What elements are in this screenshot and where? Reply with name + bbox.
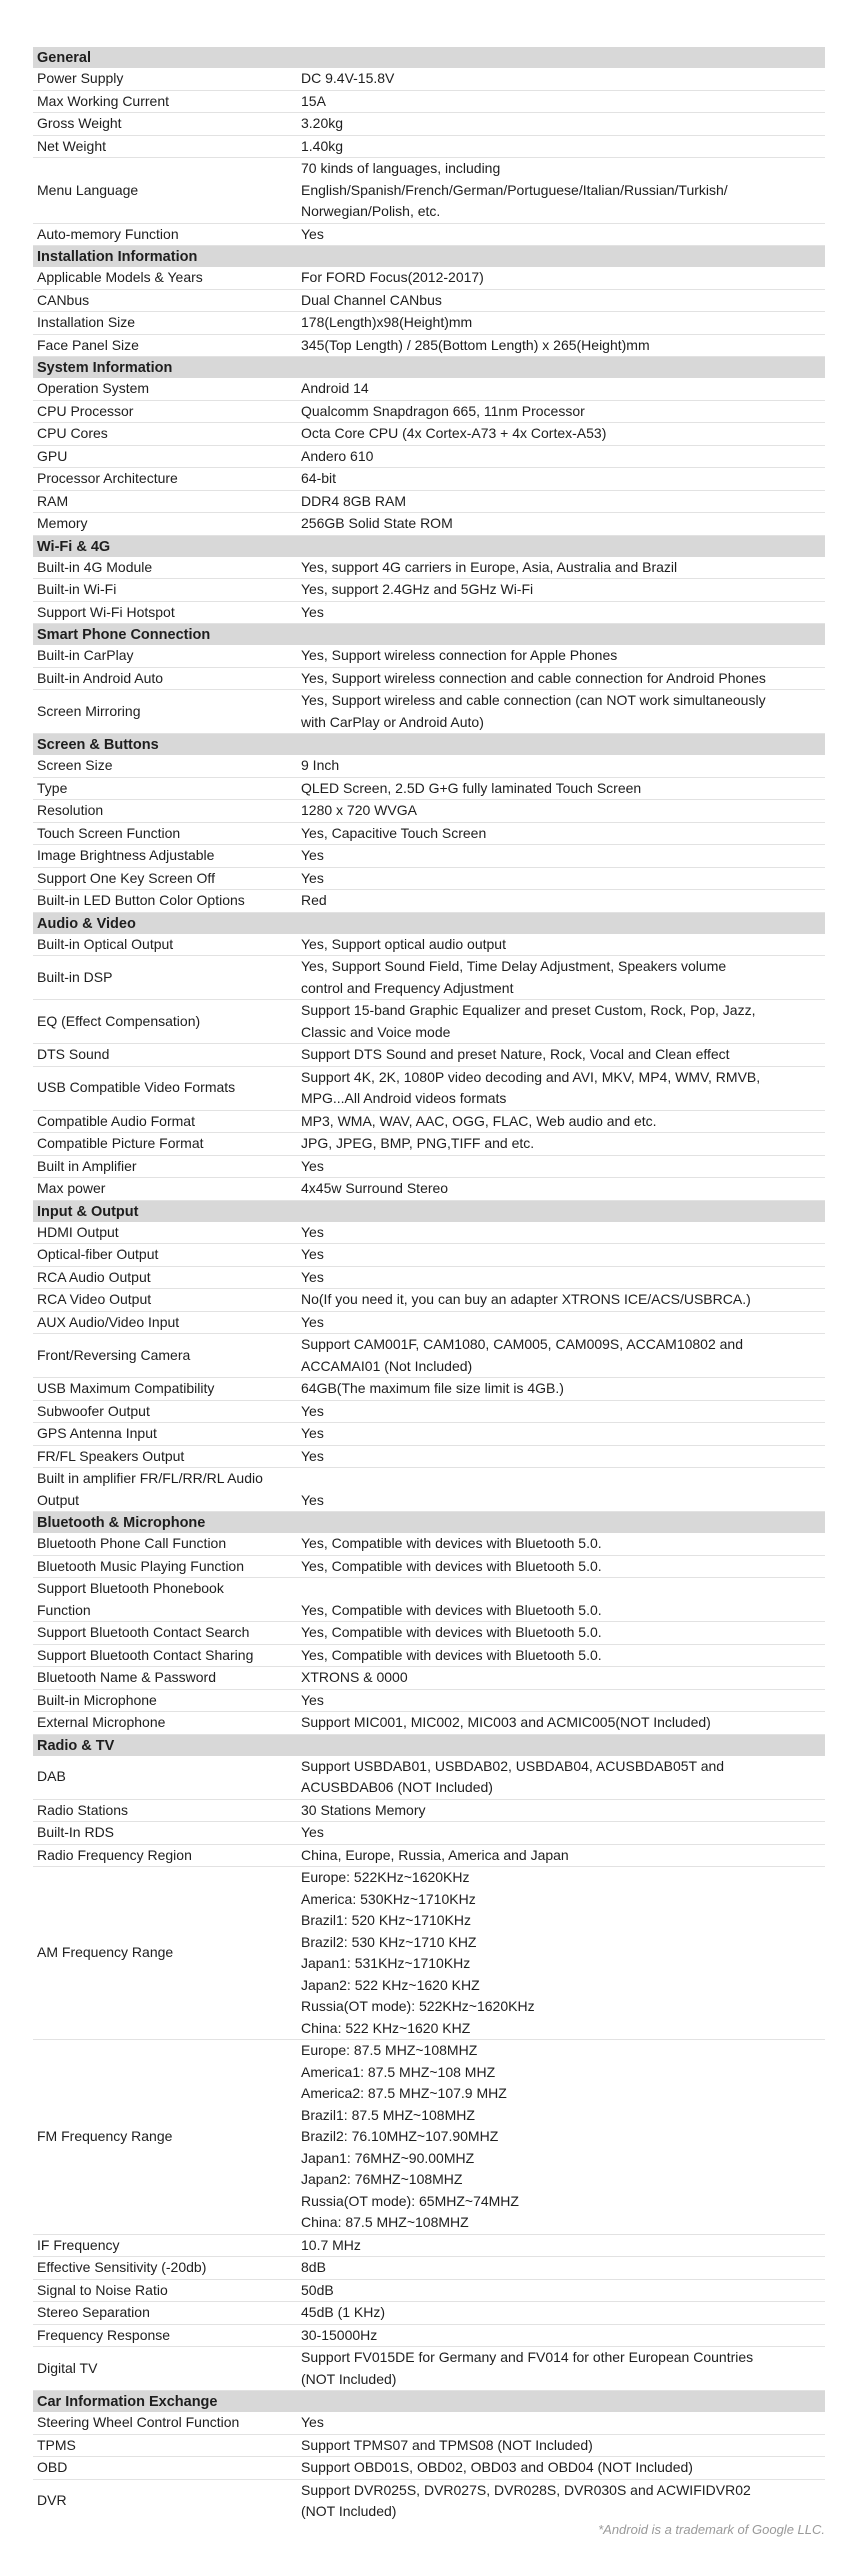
spec-value: 1280 x 720 WVGA — [301, 802, 417, 818]
spec-value-line: America: 530KHz~1710KHz — [301, 1890, 476, 1907]
spec-value: 8dB — [301, 2259, 326, 2275]
section-header-installation-information: Installation Information — [33, 246, 825, 267]
spec-label: Compatible Audio Format — [37, 1112, 195, 1129]
spec-value: Yes — [301, 847, 324, 863]
spec-value: Yes — [301, 225, 324, 242]
spec-value: Yes, support 2.4GHz and 5GHz Wi-Fi — [301, 581, 534, 597]
spec-label: USB Maximum Compatibility — [37, 1380, 215, 1396]
spec-value: Yes — [301, 1824, 324, 1840]
spec-label: RCA Audio Output — [37, 1268, 151, 1285]
spec-row — [33, 956, 825, 1000]
spec-value-line: control and Frequency Adjustment — [301, 979, 514, 996]
spec-label: Screen Size — [37, 757, 113, 773]
spec-value: 256GB Solid State ROM — [301, 515, 453, 531]
spec-row — [33, 491, 825, 514]
spec-row — [33, 1000, 825, 1044]
spec-label: CANbus — [37, 291, 90, 308]
spec-value — [301, 2480, 825, 2523]
spec-label-line: Function — [37, 1601, 91, 1618]
spec-value — [301, 2347, 825, 2390]
spec-value — [301, 690, 825, 733]
spec-label: RCA Video Output — [37, 1291, 152, 1307]
spec-value-line: Japan2: 522 KHz~1620 KHZ — [301, 1976, 480, 1993]
spec-row — [33, 645, 825, 668]
section-header-smart-phone-connection: Smart Phone Connection — [33, 624, 825, 645]
spec-value: Yes — [301, 1402, 324, 1419]
spec-value: Support DTS Sound and preset Nature, Rock, Vocal and Clean effect — [301, 1046, 730, 1062]
spec-label: Resolution — [37, 802, 104, 818]
spec-row — [33, 890, 825, 913]
spec-row — [33, 690, 825, 734]
spec-value: Yes, Capacitive Touch Screen — [301, 824, 487, 841]
spec-row — [33, 2235, 825, 2258]
spec-row — [33, 1867, 825, 2040]
spec-label: Auto-memory Function — [37, 225, 179, 242]
spec-label: Max power — [37, 1180, 106, 1196]
spec-label: Power Supply — [37, 70, 124, 86]
spec-value: Qualcomm Snapdragon 665, 11nm Processor — [301, 402, 585, 419]
spec-value: 9 Inch — [301, 757, 340, 773]
spec-value: 3.20kg — [301, 115, 344, 131]
spec-value — [301, 1067, 825, 1110]
spec-label: Built-In RDS — [37, 1824, 115, 1840]
spec-label: Built-in Microphone — [37, 1691, 157, 1708]
spec-row — [33, 557, 825, 580]
spec-label: Built-in Android Auto — [37, 669, 164, 686]
spec-label: Built-in DSP — [37, 968, 113, 985]
spec-row — [33, 91, 825, 114]
spec-row — [33, 1133, 825, 1156]
spec-label — [33, 1578, 301, 1621]
spec-value-line: 70 kinds of languages, including — [301, 160, 501, 176]
spec-value: Yes, Support wireless connection and cable connection for Android Phones — [301, 669, 766, 686]
spec-value: QLED Screen, 2.5D G+G fully laminated Touch Screen — [301, 779, 642, 796]
spec-value-line: Support FV015DE for Germany and FV014 for other European Countries — [301, 2349, 754, 2365]
spec-value-line: Yes, Support wireless and cable connection (can NOT work simultaneously — [301, 692, 766, 708]
section-header-system-information: System Information — [33, 357, 825, 378]
spec-value — [301, 158, 825, 223]
spec-value-line: Europe: 87.5 MHZ~108MHZ — [301, 2042, 478, 2058]
spec-value — [301, 1756, 825, 1799]
spec-row — [33, 2040, 825, 2235]
spec-value: Yes, Support wireless connection for Apple Phones — [301, 647, 618, 663]
spec-value: Android 14 — [301, 380, 369, 396]
spec-value: Yes, Compatible with devices with Bluetooth 5.0. — [301, 1646, 602, 1663]
spec-row — [33, 2412, 825, 2435]
spec-value: Yes — [301, 1447, 324, 1464]
spec-value-line: China: 87.5 MHZ~108MHZ — [301, 2214, 469, 2230]
spec-row — [33, 335, 825, 358]
spec-value-line: Brazil2: 530 KHz~1710 KHZ — [301, 1933, 477, 1950]
spec-value: 45dB (1 KHz) — [301, 2304, 386, 2320]
spec-value: Dual Channel CANbus — [301, 291, 442, 308]
spec-value: Yes — [301, 1268, 324, 1285]
spec-value-line: Japan2: 76MHZ~108MHZ — [301, 2171, 463, 2187]
spec-value — [301, 1334, 825, 1377]
spec-value-line: with CarPlay or Android Auto) — [301, 713, 484, 730]
spec-label: Built-in Optical Output — [37, 935, 174, 952]
spec-value: 30-15000Hz — [301, 2326, 378, 2343]
spec-value: Yes — [301, 1223, 324, 1240]
spec-row — [33, 868, 825, 891]
spec-label: Support Bluetooth Contact Search — [37, 1624, 250, 1640]
spec-value: Yes — [301, 1491, 324, 1508]
spec-row — [33, 423, 825, 446]
spec-row — [33, 290, 825, 313]
spec-value: Yes — [301, 1157, 324, 1174]
spec-label: Radio Frequency Region — [37, 1846, 192, 1863]
spec-row — [33, 2325, 825, 2348]
spec-label: CPU Processor — [37, 402, 134, 419]
spec-value: No(If you need it, you can buy an adapter XTRONS ICE/ACS/USBRCA.) — [301, 1291, 751, 1307]
spec-value: Yes — [301, 2414, 324, 2430]
spec-label: Face Panel Size — [37, 336, 139, 353]
spec-value-line: China: 522 KHz~1620 KHZ — [301, 2019, 471, 2036]
spec-row — [33, 312, 825, 335]
spec-value-line: Brazil1: 520 KHz~1710KHz — [301, 1912, 472, 1928]
spec-label: FR/FL Speakers Output — [37, 1447, 185, 1464]
spec-value: Yes, Compatible with devices with Bluetooth 5.0. — [301, 1557, 602, 1574]
spec-row — [33, 2480, 825, 2523]
spec-label: OBD — [37, 2459, 68, 2475]
spec-value: 64GB(The maximum file size limit is 4GB.) — [301, 1380, 564, 1396]
spec-value-line: America1: 87.5 MHZ~108 MHZ — [301, 2063, 496, 2080]
spec-value-line: Russia(OT mode): 65MHZ~74MHZ — [301, 2192, 519, 2209]
spec-value: DDR4 8GB RAM — [301, 492, 407, 509]
spec-row — [33, 224, 825, 247]
spec-table — [33, 47, 825, 2523]
spec-value-line: ACUSBDAB06 (NOT Included) — [301, 1779, 493, 1795]
spec-value-line: Norwegian/Polish, etc. — [301, 203, 441, 219]
spec-row — [33, 1446, 825, 1469]
spec-label: Signal to Noise Ratio — [37, 2281, 168, 2298]
spec-row — [33, 1178, 825, 1201]
spec-row — [33, 2302, 825, 2325]
spec-label: Applicable Models & Years — [37, 269, 203, 285]
spec-value: Yes — [301, 1313, 324, 1330]
spec-value: 15A — [301, 92, 326, 109]
spec-value-line: Brazil2: 76.10MHZ~107.90MHZ — [301, 2128, 499, 2144]
spec-row — [33, 1756, 825, 1800]
spec-value-line: Russia(OT mode): 522KHz~1620KHz — [301, 1998, 535, 2014]
spec-label: Built in Amplifier — [37, 1157, 137, 1174]
spec-value-line: Support DVR025S, DVR027S, DVR028S, DVR030S and ACWIFIDVR02 — [301, 2481, 751, 2498]
spec-row — [33, 1267, 825, 1290]
spec-row — [33, 68, 825, 91]
spec-row — [33, 2435, 825, 2458]
spec-row — [33, 136, 825, 159]
spec-value-line: (NOT Included) — [301, 2503, 397, 2519]
spec-value: Yes, support 4G carriers in Europe, Asia, Australia and Brazil — [301, 558, 678, 575]
spec-value: DC 9.4V-15.8V — [301, 70, 395, 86]
spec-label: Screen Mirroring — [37, 702, 141, 719]
section-header-general: General — [33, 47, 825, 68]
section-header-screen-buttons: Screen & Buttons — [33, 734, 825, 755]
spec-label-line: Output — [37, 1491, 80, 1508]
spec-label: RAM — [37, 492, 69, 509]
spec-row — [33, 1111, 825, 1134]
spec-row — [33, 446, 825, 469]
spec-label: AM Frequency Range — [37, 1944, 174, 1961]
section-header-bluetooth-microphone: Bluetooth & Microphone — [33, 1512, 825, 1533]
spec-row — [33, 823, 825, 846]
spec-value: 50dB — [301, 2281, 334, 2298]
spec-label: Processor Architecture — [37, 470, 178, 486]
spec-value: Octa Core CPU (4x Cortex-A73 + 4x Cortex-A53) — [301, 425, 607, 441]
spec-value: Yes — [301, 1691, 324, 1708]
spec-row — [33, 1800, 825, 1823]
spec-row — [33, 1690, 825, 1713]
spec-label: Digital TV — [37, 2359, 98, 2376]
spec-value — [301, 2040, 825, 2234]
spec-label: DTS Sound — [37, 1046, 110, 1062]
spec-value-line: MPG...All Android videos formats — [301, 1090, 507, 1106]
spec-label: Support Bluetooth Contact Sharing — [37, 1646, 254, 1663]
spec-label: Memory — [37, 515, 88, 531]
spec-value: Yes — [301, 603, 324, 620]
spec-label: Net Weight — [37, 137, 106, 154]
spec-label: Built-in Wi-Fi — [37, 581, 117, 597]
spec-value: Andero 610 — [301, 447, 374, 464]
spec-label: IF Frequency — [37, 2236, 120, 2253]
spec-label: USB Compatible Video Formats — [37, 1079, 236, 1096]
spec-value-line: Support USBDAB01, USBDAB02, USBDAB04, ACUSBDAB05T and — [301, 1757, 725, 1774]
spec-row — [33, 2457, 825, 2480]
spec-row — [33, 158, 825, 224]
spec-label: CPU Cores — [37, 425, 108, 441]
spec-value-line: English/Spanish/French/German/Portuguese/Italian/Russian/Turkish/ — [301, 181, 728, 198]
spec-row — [33, 1667, 825, 1690]
spec-row — [33, 1468, 825, 1512]
spec-row — [33, 1378, 825, 1401]
spec-value: MP3, WMA, WAV, AAC, OGG, FLAC, Web audio and etc. — [301, 1112, 657, 1129]
spec-label: Bluetooth Phone Call Function — [37, 1535, 227, 1551]
spec-row — [33, 1222, 825, 1245]
spec-row — [33, 2347, 825, 2391]
spec-label: AUX Audio/Video Input — [37, 1313, 180, 1330]
spec-row — [33, 1578, 825, 1622]
spec-value: Support MIC001, MIC002, MIC003 and ACMIC005(NOT Included) — [301, 1714, 711, 1730]
spec-label: Installation Size — [37, 314, 136, 330]
spec-label: Menu Language — [37, 181, 139, 198]
spec-row — [33, 2280, 825, 2303]
spec-label: External Microphone — [37, 1714, 166, 1730]
spec-value-line: Classic and Voice mode — [301, 1023, 451, 1040]
spec-value-line: Japan1: 76MHZ~90.00MHZ — [301, 2149, 475, 2166]
spec-value: 4x45w Surround Stereo — [301, 1180, 449, 1196]
spec-label: Built-in 4G Module — [37, 558, 153, 575]
section-header-input-output: Input & Output — [33, 1201, 825, 1222]
spec-value-line: Support 15-band Graphic Equalizer and preset Custom, Rock, Pop, Jazz, — [301, 1002, 756, 1018]
spec-value — [301, 1000, 825, 1043]
spec-row — [33, 1423, 825, 1446]
spec-value-line: Support 4K, 2K, 1080P video decoding and AVI, MKV, MP4, WMV, RMVB, — [301, 1068, 761, 1085]
spec-label: EQ (Effect Compensation) — [37, 1012, 201, 1029]
spec-label: Built-in CarPlay — [37, 647, 134, 663]
section-header-audio-video: Audio & Video — [33, 913, 825, 934]
spec-label: Front/Reversing Camera — [37, 1346, 191, 1363]
spec-label: Type — [37, 779, 68, 796]
spec-row — [33, 1156, 825, 1179]
spec-value: 10.7 MHz — [301, 2236, 361, 2253]
spec-row — [33, 668, 825, 691]
spec-label-line: Built in amplifier FR/FL/RR/RL Audio — [37, 1470, 263, 1486]
spec-value: China, Europe, Russia, America and Japan — [301, 1846, 569, 1863]
spec-row — [33, 1622, 825, 1645]
spec-value: Red — [301, 892, 327, 908]
spec-label: Bluetooth Name & Password — [37, 1669, 216, 1685]
spec-label — [33, 1468, 301, 1511]
spec-row — [33, 1334, 825, 1378]
spec-row — [33, 2257, 825, 2280]
spec-value: 345(Top Length) / 285(Bottom Length) x 265(Height)mm — [301, 336, 650, 353]
spec-row — [33, 113, 825, 136]
spec-row — [33, 602, 825, 625]
spec-value-line: America2: 87.5 MHZ~107.9 MHZ — [301, 2085, 507, 2101]
spec-value: For FORD Focus(2012-2017) — [301, 269, 484, 285]
section-header-wi-fi-4g: Wi-Fi & 4G — [33, 536, 825, 557]
spec-value: Yes, Support optical audio output — [301, 935, 506, 952]
spec-value-line: Brazil1: 87.5 MHZ~108MHZ — [301, 2106, 475, 2123]
section-header-radio-tv: Radio & TV — [33, 1735, 825, 1756]
spec-value-line: (NOT Included) — [301, 2370, 397, 2387]
trademark-footnote: *Android is a trademark of Google LLC. — [598, 2522, 825, 2537]
spec-value: Yes — [301, 869, 324, 886]
spec-label: Compatible Picture Format — [37, 1135, 204, 1151]
spec-value: 64-bit — [301, 470, 337, 486]
spec-label: Support Wi-Fi Hotspot — [37, 603, 175, 620]
spec-label-line: Support Bluetooth Phonebook — [37, 1580, 224, 1596]
spec-label: Subwoofer Output — [37, 1402, 150, 1419]
spec-row — [33, 1289, 825, 1312]
spec-value-line: Europe: 522KHz~1620KHz — [301, 1869, 470, 1885]
spec-row — [33, 1401, 825, 1424]
spec-row — [33, 1533, 825, 1556]
spec-label: Operation System — [37, 380, 150, 396]
spec-row — [33, 401, 825, 424]
spec-value-line: ACCAMAI01 (Not Included) — [301, 1357, 473, 1374]
spec-label: Bluetooth Music Playing Function — [37, 1557, 244, 1574]
spec-label: Steering Wheel Control Function — [37, 2414, 240, 2430]
spec-value: Support TPMS07 and TPMS08 (NOT Included) — [301, 2436, 593, 2453]
spec-value: Yes, Compatible with devices with Bluetooth 5.0. — [301, 1601, 602, 1618]
spec-label: Radio Stations — [37, 1801, 129, 1818]
spec-label: GPS Antenna Input — [37, 1425, 157, 1441]
spec-label: TPMS — [37, 2436, 76, 2453]
spec-value-line: Support CAM001F, CAM1080, CAM005, CAM009S, ACCAM10802 and — [301, 1336, 744, 1352]
spec-row — [33, 1645, 825, 1668]
spec-value: Yes — [301, 1425, 324, 1441]
spec-row — [33, 378, 825, 401]
spec-value: 30 Stations Memory — [301, 1801, 426, 1818]
spec-row — [33, 267, 825, 290]
spec-row — [33, 845, 825, 868]
spec-label: Stereo Separation — [37, 2304, 150, 2320]
spec-row — [33, 579, 825, 602]
spec-label: Touch Screen Function — [37, 824, 181, 841]
spec-row — [33, 800, 825, 823]
spec-label: Frequency Response — [37, 2326, 171, 2343]
spec-row — [33, 1312, 825, 1335]
spec-row — [33, 1556, 825, 1579]
spec-row — [33, 1244, 825, 1267]
spec-value: JPG, JPEG, BMP, PNG,TIFF and etc. — [301, 1135, 535, 1151]
spec-label: Optical-fiber Output — [37, 1246, 159, 1262]
spec-value — [301, 1867, 825, 2039]
spec-value: Yes — [301, 1246, 324, 1262]
spec-label: Max Working Current — [37, 92, 170, 109]
spec-label: DAB — [37, 1768, 66, 1785]
spec-value: 1.40kg — [301, 137, 344, 154]
spec-label: Built-in LED Button Color Options — [37, 892, 245, 908]
spec-label: Effective Sensitivity (-20db) — [37, 2259, 207, 2275]
section-header-car-information-exchange: Car Information Exchange — [33, 2391, 825, 2412]
spec-row — [33, 1822, 825, 1845]
spec-value-line: Yes, Support Sound Field, Time Delay Adjustment, Speakers volume — [301, 958, 727, 974]
spec-row — [33, 1712, 825, 1735]
spec-label: Image Brightness Adjustable — [37, 847, 215, 863]
spec-value-line: Japan1: 531KHz~1710KHz — [301, 1955, 471, 1971]
spec-label: Support One Key Screen Off — [37, 869, 215, 886]
spec-row — [33, 513, 825, 536]
spec-row — [33, 1044, 825, 1067]
spec-label: Gross Weight — [37, 115, 122, 131]
spec-value: XTRONS & 0000 — [301, 1669, 408, 1685]
spec-row — [33, 1845, 825, 1868]
spec-label: GPU — [37, 447, 68, 464]
spec-row — [33, 934, 825, 957]
spec-value: Support OBD01S, OBD02, OBD03 and OBD04 (NOT Included) — [301, 2459, 693, 2475]
spec-value — [301, 956, 825, 999]
spec-row — [33, 468, 825, 491]
spec-value: 178(Length)x98(Height)mm — [301, 314, 473, 330]
spec-row — [33, 778, 825, 801]
spec-row — [33, 1067, 825, 1111]
spec-row — [33, 755, 825, 778]
spec-value: Yes, Compatible with devices with Bluetooth 5.0. — [301, 1624, 602, 1640]
spec-label: DVR — [37, 2492, 67, 2509]
spec-label: HDMI Output — [37, 1223, 119, 1240]
spec-value: Yes, Compatible with devices with Bluetooth 5.0. — [301, 1535, 602, 1551]
spec-label: FM Frequency Range — [37, 2128, 173, 2144]
